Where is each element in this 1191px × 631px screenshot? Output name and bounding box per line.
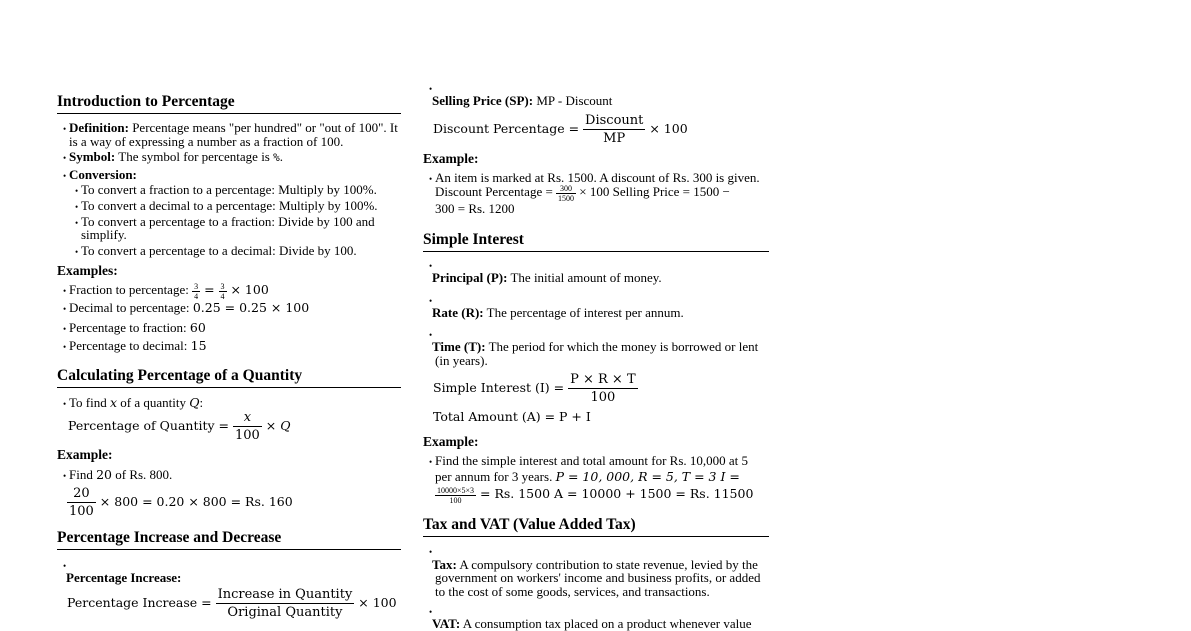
selling-price-text: MP - Discount xyxy=(533,93,613,108)
fraction xyxy=(583,112,645,147)
symbol-text: The symbol for percentage is xyxy=(115,149,274,164)
numerator: P × R × T xyxy=(570,372,636,387)
math: 20 xyxy=(96,467,112,482)
numerator: 20 xyxy=(67,485,96,503)
text: : xyxy=(199,395,204,410)
math-tail: = Rs. 1500 A = 10000 + 1500 = Rs. 11500 xyxy=(476,486,754,501)
conversion-label xyxy=(69,168,137,182)
formula-tail: × 100 xyxy=(645,121,688,136)
discount-example-line-3: 300 = Rs. 1200 xyxy=(435,201,515,216)
fraction xyxy=(556,184,576,203)
numerator: 10000×5×3 xyxy=(437,485,475,495)
denominator: 100 xyxy=(449,495,462,505)
example-text: Fraction to percentage: xyxy=(69,282,193,297)
si-example-line-3 xyxy=(435,483,753,505)
symbol-end: . xyxy=(279,149,283,164)
bullet: • xyxy=(429,261,433,271)
text: Discount Percentage = xyxy=(435,184,557,199)
selling-price-line xyxy=(432,94,612,108)
definition-line-2: is a way of expressing a number as a fraction of 100. xyxy=(69,134,344,149)
numerator: 3 xyxy=(194,281,199,291)
formula-tail: × xyxy=(261,418,281,433)
conversion-label-text: Conversion: xyxy=(69,167,137,182)
section-title-increase-decrease: Percentage Increase and Decrease xyxy=(57,529,401,550)
quantity-example-calc xyxy=(67,484,293,520)
bullet: • xyxy=(63,124,67,134)
example-text: Percentage to decimal: xyxy=(69,338,191,353)
definition-text: Percentage means "per hundred" or "out of 100". It xyxy=(128,120,398,135)
section-title-introduction: Introduction to Percentage xyxy=(57,93,401,114)
denominator: Original Quantity xyxy=(227,605,343,620)
denominator: 1500 xyxy=(558,193,575,203)
increase-label-line xyxy=(66,571,181,585)
example-label: Example: xyxy=(57,447,113,462)
increase-label: Percentage Increase: xyxy=(66,570,182,585)
bullet: • xyxy=(75,202,79,212)
time-line xyxy=(432,340,758,354)
increase-formula xyxy=(67,585,397,621)
bullet: • xyxy=(63,286,67,296)
section-title-tax-vat: Tax and VAT (Value Added Tax) xyxy=(423,516,769,537)
vat-text: A consumption tax placed on a product whenever value xyxy=(460,616,752,631)
math: 0.25 = 0.25 × 100 xyxy=(192,300,310,315)
bullet: • xyxy=(75,218,79,228)
fraction xyxy=(568,371,638,406)
discount-example-line-2 xyxy=(435,181,730,203)
time-line-cont: (in years). xyxy=(435,353,488,368)
text: per annum for 3 years. xyxy=(435,469,556,484)
section-title-quantity: Calculating Percentage of a Quantity xyxy=(57,367,401,388)
denominator: 4 xyxy=(194,291,199,301)
examples-label: Examples: xyxy=(57,263,118,278)
si-example-line-1: Find the simple interest and total amount for Rs. 10,000 at 5 xyxy=(435,453,749,468)
vat-label: VAT: xyxy=(432,616,461,631)
bullet: • xyxy=(63,399,67,409)
numerator: Discount xyxy=(585,113,644,128)
time-text: The period for which the money is borrowed or lent xyxy=(485,339,759,354)
percent-symbol: % xyxy=(273,151,280,164)
simple-interest-formula xyxy=(433,370,638,406)
example-percentage-to-fraction xyxy=(69,321,206,335)
numerator: 3 xyxy=(220,281,225,291)
conversion-item: To convert a percentage to a fraction: Divide by 100 and xyxy=(81,214,375,229)
example-percentage-to-decimal xyxy=(69,339,207,353)
math: 15 xyxy=(190,338,207,353)
bullet: • xyxy=(75,186,79,196)
bullet: • xyxy=(63,561,67,571)
text: × 100 Selling Price = 1500 − xyxy=(576,184,730,199)
formula-lhs: Discount Percentage = xyxy=(433,121,584,136)
conversion-item: To convert a decimal to a percentage: Multiply by 100%. xyxy=(81,198,378,213)
discount-formula xyxy=(433,111,688,147)
example-label: Example: xyxy=(423,151,479,166)
tax-line-3: to the cost of some goods, services, and transactions. xyxy=(435,584,710,599)
conversion-item: To convert a fraction to a percentage: Multiply by 100%. xyxy=(81,182,377,197)
example-text: Percentage to fraction: xyxy=(69,320,190,335)
symbol-line xyxy=(69,150,283,165)
example-label: Example: xyxy=(423,434,479,449)
bullet: • xyxy=(63,171,67,181)
bullet: • xyxy=(429,84,433,94)
formula-lhs: Percentage of Quantity = xyxy=(68,418,233,433)
denominator: 100 xyxy=(69,504,94,519)
math-tail: × 800 = 0.20 × 800 = Rs. 160 xyxy=(95,494,293,509)
fraction xyxy=(192,282,200,301)
text: of Rs. 800. xyxy=(112,467,173,482)
denominator: 100 xyxy=(590,390,616,405)
definition-line-1 xyxy=(69,121,398,135)
quantity-formula xyxy=(68,408,290,444)
var-x: x xyxy=(109,395,118,410)
rate-label: Rate (R): xyxy=(432,305,484,320)
principal-text: The initial amount of money. xyxy=(507,270,662,285)
bullet: • xyxy=(63,304,67,314)
numerator: 300 xyxy=(556,184,576,194)
total-amount-formula: Total Amount (A) = P + I xyxy=(433,409,591,424)
fraction xyxy=(435,486,476,505)
example-decimal-to-percentage xyxy=(69,301,309,315)
symbol-label: Symbol: xyxy=(69,149,116,164)
bullet: • xyxy=(429,174,433,184)
tax-label: Tax: xyxy=(432,557,457,572)
bullet: • xyxy=(75,247,79,257)
fraction xyxy=(233,409,262,444)
text: To find xyxy=(69,395,110,410)
tax-line-2: government on workers' income and business profits, or added xyxy=(435,570,761,585)
numerator: x xyxy=(233,409,262,427)
bullet: • xyxy=(63,342,67,352)
math-tail: × 100 xyxy=(226,282,269,297)
equals: = xyxy=(200,282,219,297)
time-label: Time (T): xyxy=(432,339,486,354)
si-example-line-2 xyxy=(435,470,740,484)
math: P = 10, 000, R = 5, T = 3 I = xyxy=(555,469,740,484)
formula-lhs: Percentage Increase = xyxy=(67,595,216,610)
formula-tail: × 100 xyxy=(354,595,397,610)
fraction xyxy=(216,586,355,621)
principal-label: Principal (P): xyxy=(432,270,508,285)
section-title-simple-interest: Simple Interest xyxy=(423,231,769,252)
bullet: • xyxy=(63,471,67,481)
numerator: Increase in Quantity xyxy=(217,587,353,602)
quantity-example-line xyxy=(69,468,172,482)
bullet: • xyxy=(429,547,433,557)
bullet: • xyxy=(63,153,67,163)
bullet: • xyxy=(63,324,67,334)
text: Find xyxy=(69,467,97,482)
denominator: MP xyxy=(603,131,626,146)
bullet: • xyxy=(429,457,433,467)
example-text: Decimal to percentage: xyxy=(69,300,193,315)
definition-label: Definition: xyxy=(69,120,129,135)
example-fraction-to-percentage xyxy=(69,280,269,301)
selling-price-label: Selling Price (SP): xyxy=(432,93,534,108)
tax-text: A compulsory contribution to state revenue, levied by the xyxy=(456,557,758,572)
conversion-item-cont: simplify. xyxy=(81,227,127,242)
bullet: • xyxy=(429,296,433,306)
rate-line xyxy=(432,306,684,320)
bullet: • xyxy=(429,607,433,617)
vat-line xyxy=(432,617,752,631)
discount-example-line-1: An item is marked at Rs. 1500. A discount of Rs. 300 is given. xyxy=(435,170,760,185)
rate-text: The percentage of interest per annum. xyxy=(483,305,684,320)
denominator: 4 xyxy=(220,291,225,301)
math: 60 xyxy=(189,320,206,335)
formula-lhs: Simple Interest (I) = xyxy=(433,380,569,395)
text: of a quantity xyxy=(117,395,190,410)
denominator: 100 xyxy=(234,428,260,443)
principal-line xyxy=(432,271,662,285)
conversion-item: To convert a percentage to a decimal: Divide by 100. xyxy=(81,243,357,258)
bullet: • xyxy=(429,330,433,340)
fraction xyxy=(67,485,96,520)
fraction xyxy=(219,282,227,301)
var-q: Q xyxy=(189,395,200,410)
var-q: Q xyxy=(280,418,291,433)
